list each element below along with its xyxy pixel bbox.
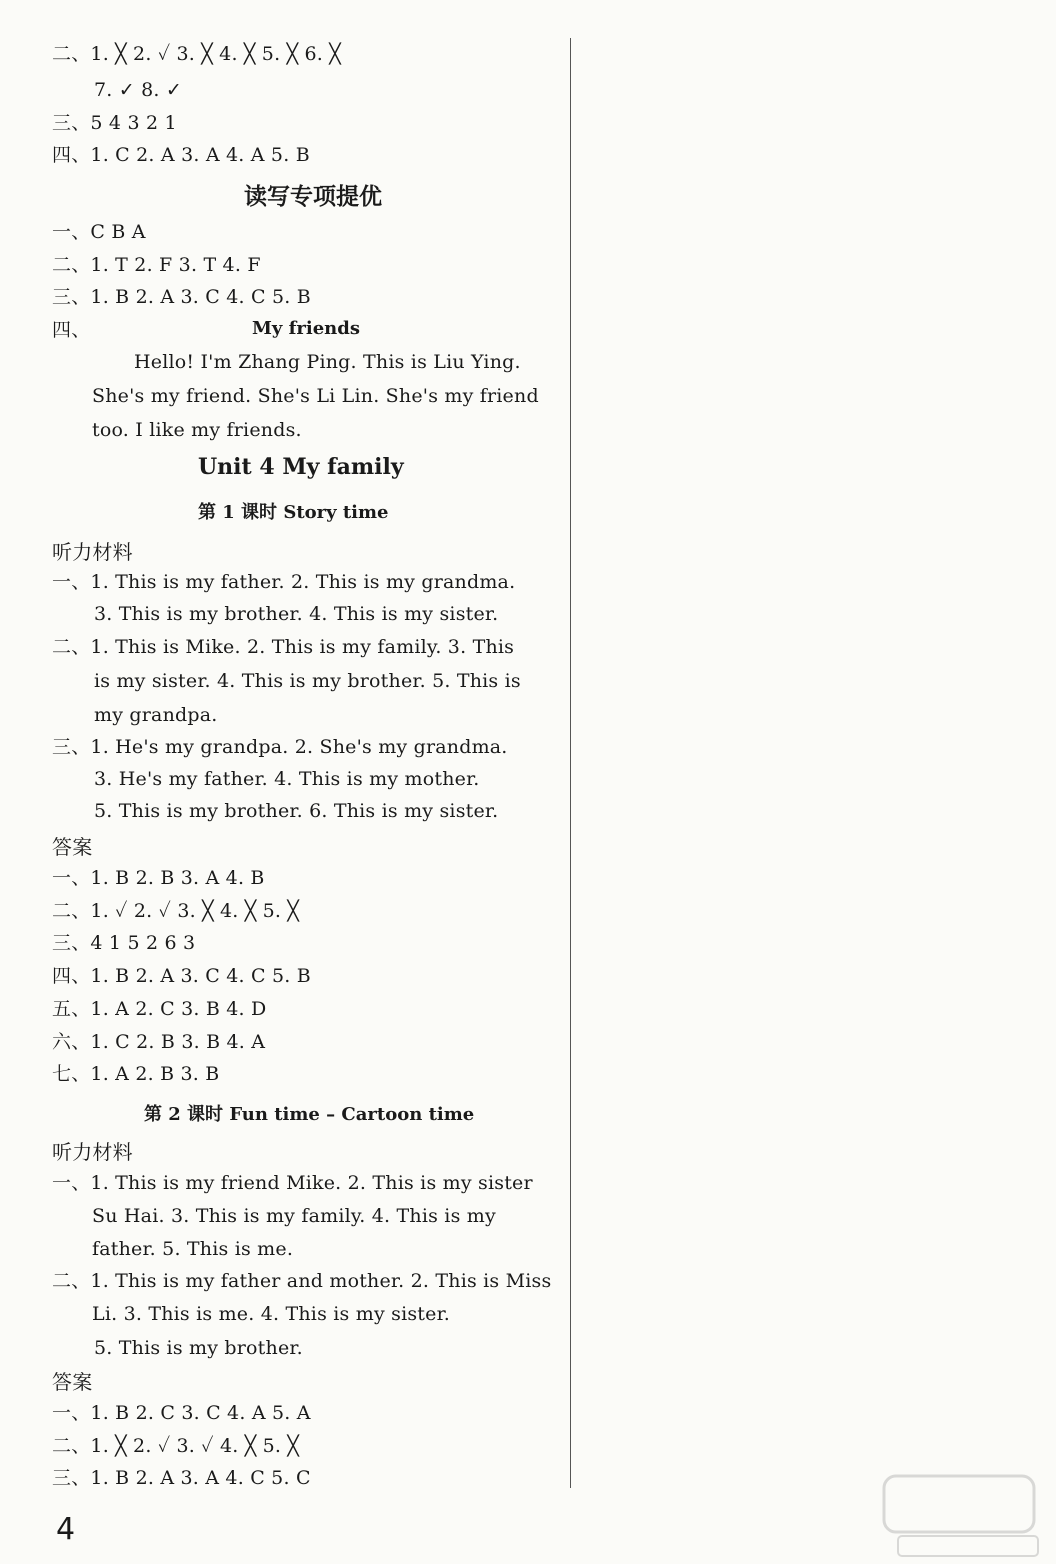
answer-line: 一、1. B 2. B 3. A 4. B xyxy=(52,867,265,889)
answer-line: 一、C B A xyxy=(52,221,146,243)
text-line: Su Hai. 3. This is my family. 4. This is my xyxy=(92,1205,496,1227)
lesson-title: 第 2 课时 Fun time – Cartoon time xyxy=(144,1104,475,1125)
section-label: 答案 xyxy=(52,835,93,859)
answer-line: 一、1. B 2. C 3. C 4. A 5. A xyxy=(52,1402,311,1424)
answer-line: 四、1. B 2. A 3. C 4. C 5. B xyxy=(52,965,311,987)
text-line: 一、1. This is my friend Mike. 2. This is my sister xyxy=(52,1172,533,1194)
text-line: 3. He's my father. 4. This is my mother. xyxy=(94,768,480,790)
answer-line: 7. ✓ 8. ✓ xyxy=(94,79,183,101)
answer-line: 二、1. ✓ 2. ✓ 3. ╳ 4. ╳ 5. ╳ xyxy=(52,900,300,922)
section-label: 听力材料 xyxy=(52,540,133,564)
text-line: father. 5. This is me. xyxy=(92,1238,294,1260)
text-line: 二、1. This is Mike. 2. This is my family. 3. This xyxy=(52,636,515,658)
text-line: 三、1. He's my grandpa. 2. She's my grandma. xyxy=(52,736,508,758)
answer-line: 四、1. C 2. A 3. A 4. A 5. B xyxy=(52,144,310,166)
answer-line: 三、5 4 3 2 1 xyxy=(52,112,177,134)
essay-title: My friends xyxy=(252,318,360,339)
unit-title: Unit 4 My family xyxy=(198,454,404,480)
answer-line: 三、1. B 2. A 3. C 4. C 5. B xyxy=(52,286,311,308)
section-label: 答案 xyxy=(52,1370,93,1394)
column-divider xyxy=(570,38,571,1488)
text-line: 二、1. This is my father and mother. 2. This is Miss xyxy=(52,1270,552,1292)
essay-line: too. I like my friends. xyxy=(92,419,302,441)
answer-line: 二、1. T 2. F 3. T 4. F xyxy=(52,254,261,276)
section-label: 听力材料 xyxy=(52,1140,133,1164)
answer-line: 三、4 1 5 2 6 3 xyxy=(52,932,196,954)
answer-line: 二、1. ╳ 2. ✓ 3. ✓ 4. ╳ 5. ╳ xyxy=(52,1435,300,1457)
answer-line: 四、 xyxy=(52,319,91,341)
text-line: 3. This is my brother. 4. This is my sister. xyxy=(94,603,499,625)
text-line: 5. This is my brother. 6. This is my sister. xyxy=(94,800,499,822)
text-line: 一、1. This is my father. 2. This is my grandma. xyxy=(52,571,516,593)
essay-line: She's my friend. She's Li Lin. She's my friend xyxy=(92,385,539,407)
readwrite-title: 读写专项提优 xyxy=(244,184,382,210)
page-number: 4 xyxy=(56,1512,76,1547)
essay-line: Hello! I'm Zhang Ping. This is Liu Ying. xyxy=(134,351,521,373)
lesson-title: 第 1 课时 Story time xyxy=(198,502,389,523)
answer-line: 五、1. A 2. C 3. B 4. D xyxy=(52,998,267,1020)
text-line: Li. 3. This is me. 4. This is my sister. xyxy=(92,1303,451,1325)
answer-line: 六、1. C 2. B 3. B 4. A xyxy=(52,1031,266,1053)
answer-line: 七、1. A 2. B 3. B xyxy=(52,1063,220,1085)
watermark-logo xyxy=(880,1470,1050,1560)
text-line: my grandpa. xyxy=(94,704,218,726)
text-line: 5. This is my brother. xyxy=(94,1337,303,1359)
answer-line: 三、1. B 2. A 3. A 4. C 5. C xyxy=(52,1467,311,1489)
text-line: is my sister. 4. This is my brother. 5. This is xyxy=(94,670,521,692)
answer-line: 二、1. ╳ 2. ✓ 3. ╳ 4. ╳ 5. ╳ 6. ╳ xyxy=(52,43,341,65)
